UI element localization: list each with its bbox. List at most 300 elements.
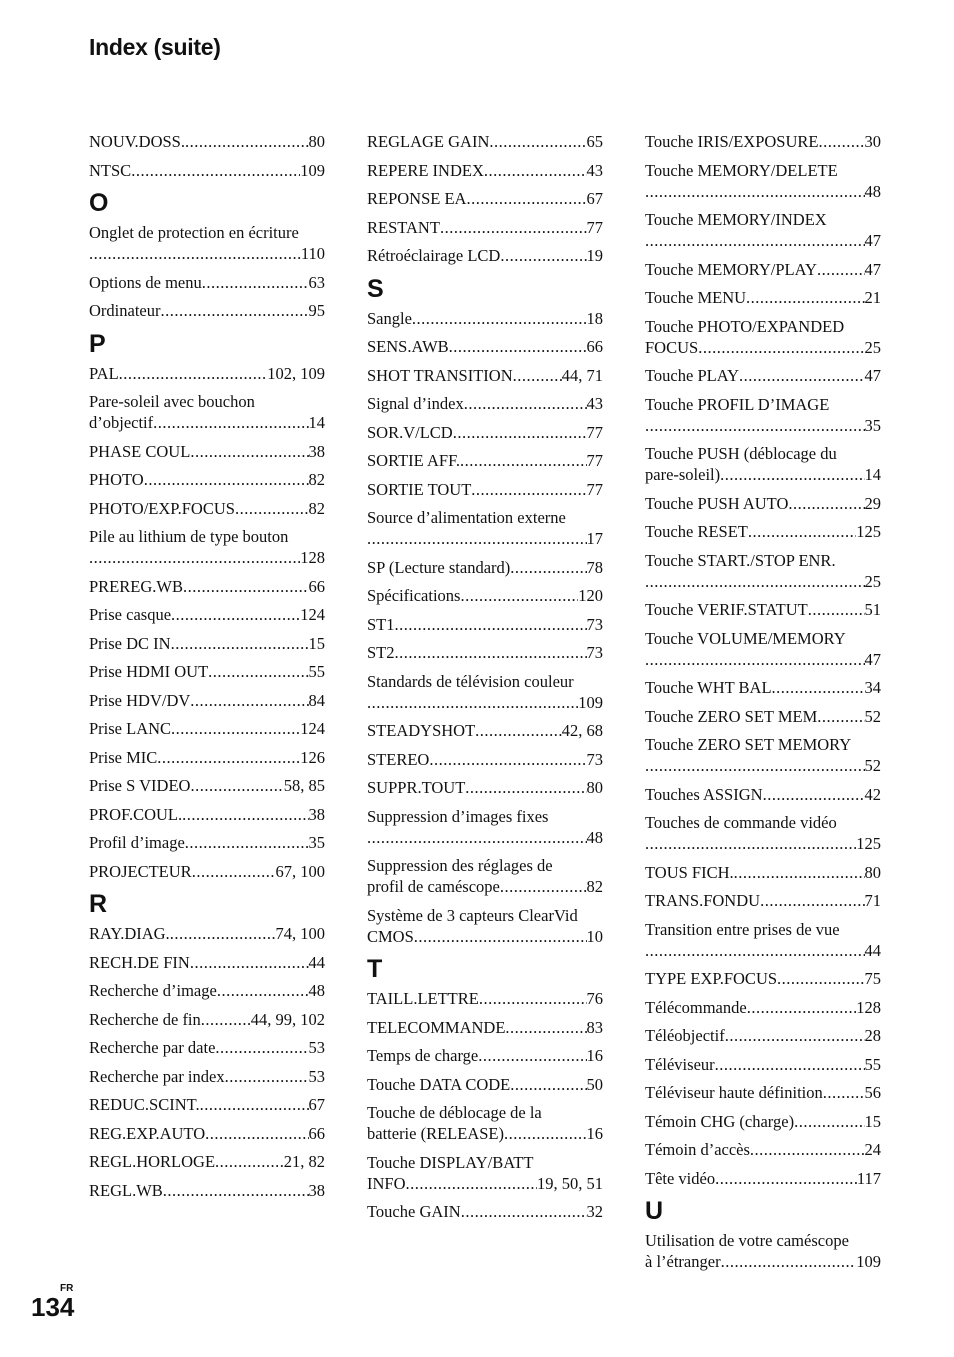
entry-term-continued: INFO [367,1173,406,1193]
index-entry [89,391,325,433]
index-entry [367,188,603,209]
leader-dots [190,441,308,462]
entry-row [89,747,325,768]
leader-dots [777,968,864,989]
entry-row [367,365,603,386]
entry-row [89,633,325,654]
entry-term: Touche de déblocage de la [367,1103,542,1122]
entry-page: 34 [864,678,881,697]
entry-page: 44, 71 [561,365,603,385]
entry-page: 80 [864,862,881,882]
entry-page: 80 [308,132,325,151]
entry-page-row [645,181,881,202]
entry-row [367,1045,603,1066]
entry-row [645,599,881,620]
index-entry [89,441,325,462]
index-entry [645,394,881,436]
entry-term: Touche RESET [645,522,748,541]
leader-dots [200,1094,309,1115]
entry-term: SP (Lecture standard) [367,557,511,577]
entry-row [367,336,603,357]
index-entry [89,952,325,973]
entry-term: Touche IRIS/EXPOSURE [645,132,819,151]
entry-term: TAILL.LETTRE [367,989,479,1008]
entry-row [89,576,325,597]
index-entry [645,890,881,911]
section-letter: S [367,274,384,303]
entry-page: 30 [864,132,881,151]
leader-dots [157,747,300,768]
entry-row [645,968,881,989]
index-entry [645,862,881,883]
entry-term: PHOTO [89,470,144,489]
index-column-3 [645,131,881,1280]
entry-row [367,308,603,329]
index-column-2 [367,131,603,1230]
leader-dots [721,1251,857,1272]
entry-page: 15 [308,633,325,653]
entry-term: Profil d’image [89,833,185,852]
entry-term: PAL [89,363,119,383]
entry-term: Témoin d’accès [645,1140,750,1159]
entry-term: Onglet de protection en écriture [89,223,299,242]
page-number: 134 [31,1292,75,1322]
entry-page: 51 [864,600,881,619]
entry-page: 14 [864,465,881,484]
index-entry [367,393,603,414]
entry-term: Rétroéclairage LCD [367,246,501,265]
entry-row [367,1017,603,1038]
entry-term-continued: FOCUS [645,337,699,357]
index-entry [367,1102,603,1144]
entry-row [367,614,603,635]
leader-dots [89,243,301,264]
index-entry [367,855,603,897]
entry-row [367,988,603,1009]
entry-term: REPONSE EA [367,189,467,208]
leader-dots [171,718,300,739]
entry-term: Touche DISPLAY/BATT [367,1152,534,1172]
entry-row [89,775,325,796]
entry-term: Standards de télévision couleur [367,671,574,691]
entry-row [89,690,325,711]
leader-dots [484,160,587,181]
entry-page: 28 [864,1026,881,1045]
entry-page: 128 [300,548,325,567]
leader-dots [190,775,283,796]
entry-page: 75 [864,969,881,988]
entry-row [367,217,603,238]
entry-page: 38 [308,1180,325,1200]
index-entry [367,450,603,471]
index-entry [89,1009,325,1030]
leader-dots [171,604,300,625]
entry-term: Télécommande [645,997,747,1017]
leader-dots [475,720,562,741]
entry-row [645,677,881,698]
entry-term: Source d’alimentation externe [367,508,566,527]
entry-page-row [645,649,881,670]
entry-term: Touche ZERO SET MEM [645,706,818,726]
entry-term: REGL.HORLOGE [89,1152,216,1171]
leader-dots [479,988,587,1009]
entry-term: Touche PHOTO/EXPANDED [645,316,845,336]
entry-term: NOUV.DOSS. [89,132,185,151]
entry-term: SORTIE AFF. [367,451,461,470]
index-entry [367,749,603,770]
entry-row [367,393,603,414]
entry-page: 43 [586,160,603,180]
entry-row [89,1066,325,1087]
entry-page: 50 [586,1074,603,1094]
leader-dots [817,259,865,280]
index-entry [367,336,603,357]
entry-page: 120 [578,586,603,605]
index-entry [367,905,603,947]
entry-page: 66 [586,337,603,356]
entry-row [367,131,603,152]
index-entry [89,861,325,882]
entry-row [89,300,325,321]
entry-term: Touches de commande vidéo [645,813,837,832]
leader-dots [144,469,309,490]
entry-page: 124 [300,605,325,624]
index-entry [645,784,881,805]
index-entry [367,1074,603,1095]
entry-page: 55 [864,1054,881,1074]
entry-page: 73 [586,614,603,634]
entry-page-row [645,833,881,854]
entry-row [89,980,325,1001]
leader-dots [478,1045,586,1066]
entry-row [367,720,603,741]
entry-term: PHOTO/EXP.FOCUS [89,498,235,518]
entry-page: 19 [586,246,603,265]
entry-page: 82 [308,498,325,518]
entry-term: REGLAGE GAIN [367,132,490,151]
entry-page: 76 [586,989,603,1008]
entry-row [367,245,603,266]
entry-page: 67, 100 [275,861,325,881]
index-entry [645,521,881,542]
leader-dots [645,833,856,854]
entry-row [367,450,603,471]
entry-page: 32 [586,1202,603,1221]
entry-row [89,604,325,625]
entry-page: 125 [856,834,881,853]
entry-row [367,1074,603,1095]
leader-dots [645,415,865,436]
entry-term: Recherche de fin [89,1009,201,1029]
entry-page-row [645,1251,881,1272]
entry-term: Recherche par date [89,1038,216,1057]
index-entry [89,363,325,384]
leader-dots [215,1151,284,1172]
entry-page: 47 [864,259,881,279]
index-entry [645,812,881,854]
entry-page-row [367,692,603,713]
index-entry [645,443,881,485]
index-entry [645,599,881,620]
entry-term: TYPE EXP.FOCUS [645,969,778,988]
index-entry [89,804,325,825]
entry-page: 18 [586,308,603,328]
index-entry [89,1094,325,1115]
entry-page-row [89,547,325,568]
entry-page: 42 [864,784,881,804]
index-entry [645,677,881,698]
entry-page-row [645,464,881,485]
index-entry [645,209,881,251]
entry-row [645,1111,881,1132]
leader-dots [182,804,308,825]
leader-dots [395,642,587,663]
entry-row [89,861,325,882]
index-entry [367,720,603,741]
leader-dots [513,365,562,386]
leader-dots [225,1066,309,1087]
entry-row [645,365,881,386]
leader-dots [414,926,587,947]
entry-page-row [645,940,881,961]
entry-term: Suppression des réglages de [367,856,553,875]
entry-row [89,718,325,739]
leader-dots [163,1180,309,1201]
entry-page: 25 [864,571,881,591]
leader-dots [171,633,309,654]
entry-row [89,1180,325,1201]
entry-term: PROF.COUL. [89,804,183,824]
leader-dots [367,528,587,549]
entry-page: 48 [864,181,881,201]
leader-dots [192,861,276,882]
index-entry [367,1201,603,1222]
index-entry [645,365,881,386]
entry-page: 47 [864,366,881,385]
entry-page: 80 [586,778,603,797]
entry-page: 47 [864,649,881,669]
leader-dots [645,755,865,776]
index-entry [645,316,881,358]
leader-dots [823,1082,865,1103]
entry-page: 35 [864,415,881,435]
index-entry [645,1230,881,1272]
leader-dots [460,585,578,606]
index-entry [89,718,325,739]
entry-term: Téléviseur haute définition [645,1083,823,1102]
entry-row [89,498,325,519]
entry-row [645,862,881,883]
index-entry [89,832,325,853]
entry-term: Transition entre prises de vue [645,919,840,939]
entry-page: 117 [856,1168,881,1188]
leader-dots [645,230,865,251]
entry-term: SUPPR.TOUT [367,778,466,797]
entry-page: 84 [308,690,325,710]
entry-page: 52 [864,706,881,726]
entry-row [89,441,325,462]
leader-dots [715,1054,865,1075]
entry-page: 109 [578,692,603,712]
entry-page: 110 [300,244,325,263]
entry-row [89,1151,325,1172]
language-code: FR [60,1283,74,1294]
leader-dots [817,706,864,727]
entry-term: Recherche d’image [89,981,217,1000]
entry-term: Touche MEMORY/INDEX [645,210,827,229]
index-entry [645,1111,881,1132]
entry-row [89,131,325,152]
entry-term: Touche WHT BAL [645,678,772,697]
entry-page: 66 [308,1123,325,1143]
leader-dots [201,1009,251,1030]
entry-page: 82 [308,470,325,489]
entry-page: 125 [856,522,881,541]
entry-page: 73 [586,749,603,769]
entry-row [367,749,603,770]
index-entry [367,479,603,500]
entry-term: Spécifications [367,586,461,605]
leader-dots [217,980,309,1001]
leader-dots [645,940,865,961]
entry-page: 95 [308,301,325,320]
entry-page: 38 [308,804,325,824]
entry-term: REPERE INDEX [367,160,484,180]
index-entry [89,775,325,796]
leader-dots [412,308,587,329]
leader-dots [763,784,865,805]
entry-term: Prise MIC [89,747,158,767]
leader-dots [505,1017,586,1038]
entry-page: 29 [864,493,881,513]
entry-page: 67 [586,189,603,208]
entry-term: TELECOMMANDE [367,1017,506,1037]
entry-page-row [645,337,881,358]
entry-row [89,272,325,293]
entry-term: Pile au lithium de type bouton [89,527,289,546]
entry-row [367,479,603,500]
entry-row [645,521,881,542]
index-entry [89,661,325,682]
entry-row [367,160,603,181]
entry-row [89,1037,325,1058]
page-header: Index (suite) [89,34,221,60]
entry-page-row [367,528,603,549]
leader-dots [367,692,578,713]
entry-term: RAY.DIAG. [89,924,170,943]
entry-row [367,1201,603,1222]
entry-term-continued: d’objectif [89,413,154,432]
index-entry [89,498,325,519]
entry-page: 52 [864,756,881,775]
entry-term: Temps de charge [367,1046,479,1065]
entry-page: 78 [586,557,603,577]
entry-page: 47 [864,231,881,250]
index-entry [367,160,603,181]
entry-page-row [645,415,881,436]
entry-term: Système de 3 capteurs ClearVid [367,905,578,925]
index-entry [645,706,881,727]
entry-page: 25 [864,337,881,357]
entry-term: TOUS FICH. [645,862,734,882]
entry-row [645,890,881,911]
entry-term: Ordinateur [89,301,161,320]
entry-page: 66 [308,576,325,596]
index-entry [367,614,603,635]
entry-page: 21 [864,288,881,307]
entry-page: 124 [300,719,325,738]
entry-row [89,923,325,944]
entry-term: Touche ZERO SET MEMORY [645,735,852,754]
entry-page: 53 [308,1038,325,1057]
index-entry [645,1139,881,1160]
leader-dots [645,571,865,592]
entry-term: Touche GAIN [367,1202,461,1221]
entry-row [645,493,881,514]
entry-page: 102, 109 [267,363,325,383]
entry-term: Prise casque [89,605,172,624]
entry-row [645,1082,881,1103]
entry-page-row [367,1173,603,1194]
entry-term: PREREG.WB [89,576,183,596]
entry-row [645,706,881,727]
index-entry [645,160,881,202]
entry-term: Touche PUSH (déblocage du [645,444,837,463]
index-entry [89,222,325,264]
index-entry [367,365,603,386]
entry-page-row [367,876,603,897]
entry-row [645,131,881,152]
entry-page: 77 [586,422,603,442]
section-letter: U [645,1197,664,1225]
index-entry [645,997,881,1018]
index-entry [89,690,325,711]
entry-page: 82 [586,877,603,896]
entry-row [367,585,603,606]
entry-page: 44, 99, 102 [250,1009,325,1029]
entry-row [367,557,603,578]
entry-term: TRANS.FONDU [645,891,761,910]
leader-dots [818,131,864,152]
entry-term: Témoin CHG (charge) [645,1111,795,1131]
entry-page: 16 [586,1046,603,1065]
entry-term: Tête vidéo [645,1168,716,1188]
leader-dots [788,493,864,514]
entry-term-continued: pare-soleil) [645,465,721,484]
entry-page: 14 [308,413,325,432]
index-column-1 [89,131,325,1208]
entry-page: 17 [586,529,603,548]
leader-dots [395,614,587,635]
entry-term: RESTANT [367,217,440,237]
entry-page-row [367,827,603,848]
entry-row [645,1168,881,1189]
index-entry [89,604,325,625]
leader-dots [772,677,865,698]
entry-page: 43 [586,394,603,413]
leader-dots [720,464,864,485]
entry-page: 67 [308,1095,325,1114]
index-entry [645,968,881,989]
leader-dots [746,287,864,308]
entry-term: REG.EXP.AUTO [89,1123,206,1143]
index-entry [645,1025,881,1046]
index-entry [645,287,881,308]
entry-term: Prise LANC [89,719,172,738]
entry-term-continued: à l’étranger [645,1252,721,1271]
index-entry [367,1017,603,1038]
entry-row [89,952,325,973]
